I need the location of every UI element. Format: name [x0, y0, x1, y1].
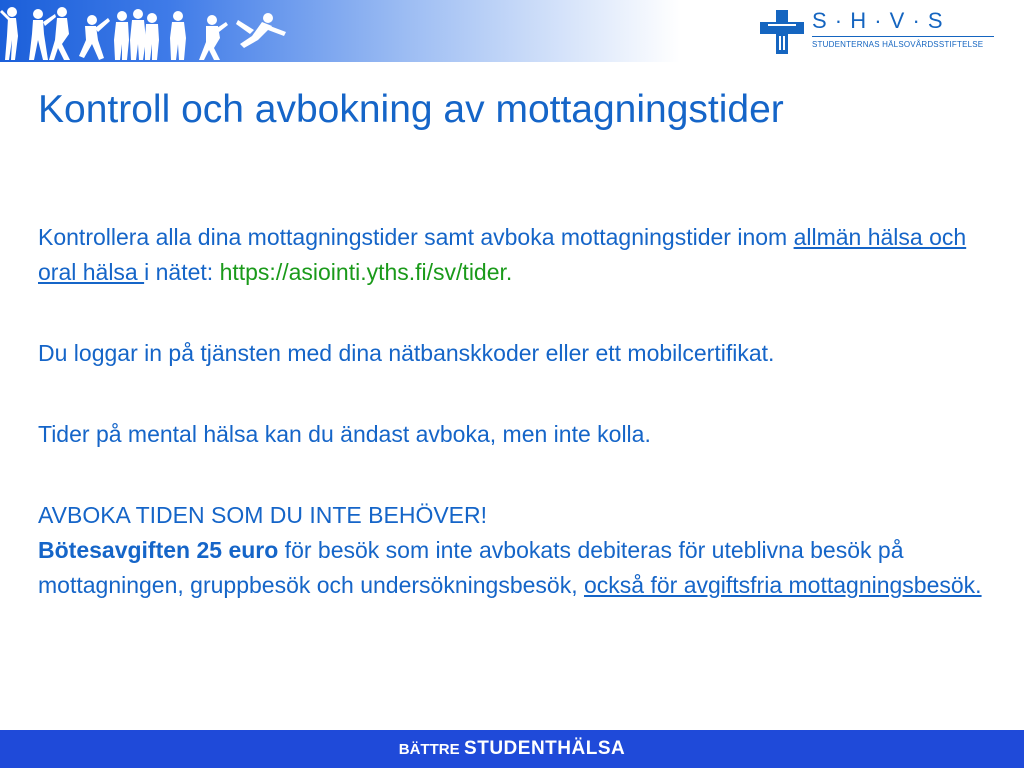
fee-bold: Bötesavgiften 25 euro — [38, 537, 279, 563]
footer-small-text: BÄTTRE — [398, 741, 460, 758]
p1-text-mid: i nätet: — [144, 259, 220, 285]
p1-text-start: Kontrollera alla dina mottagningstider samt avboka mottagningstider inom — [38, 224, 794, 250]
people-silhouettes-icon — [0, 4, 290, 62]
paragraph-cancel-warning: AVBOKA TIDEN SOM DU INTE BEHÖVER! — [38, 502, 488, 528]
header-banner — [0, 0, 680, 62]
paragraph-appointments — [38, 220, 988, 290]
fee-underlined: också för avgiftsfria mottagningsbesök. — [583, 572, 982, 598]
link-general-oral-health[interactable]: allmän hälsa och oral hälsa — [38, 224, 967, 285]
footer-bar — [0, 730, 1024, 768]
footer-big-text: STUDENTHÄLSA — [464, 738, 626, 759]
paragraph-mental-health: Tider på mental hälsa kan du ändast avboka, men inte kolla. — [38, 421, 651, 447]
paragraph-login: Du loggar in på tjänsten med dina nätbanskkoder eller ett mobilcertifikat. — [38, 340, 775, 366]
page-title: Kontroll och avbokning av mottagningstider — [38, 88, 784, 131]
fee-text: för besök som inte avbokats debiteras för uteblivna besök på mottagningen, gruppbesök och undersökningsbesök, — [38, 537, 904, 598]
logo-rule — [812, 36, 994, 37]
link-appointments-url[interactable]: https://asiointi.yths.fi/sv/tider. — [219, 259, 513, 285]
slide-content — [38, 220, 988, 603]
paragraph-fee — [38, 533, 988, 603]
shvs-logo — [760, 8, 1000, 58]
logo-subtitle: STUDENTERNAS HÄLSOVÅRDSSTIFTELSE — [812, 40, 984, 49]
pillar-logo-icon — [760, 10, 804, 54]
logo-letters: S · H · V · S — [812, 8, 944, 33]
